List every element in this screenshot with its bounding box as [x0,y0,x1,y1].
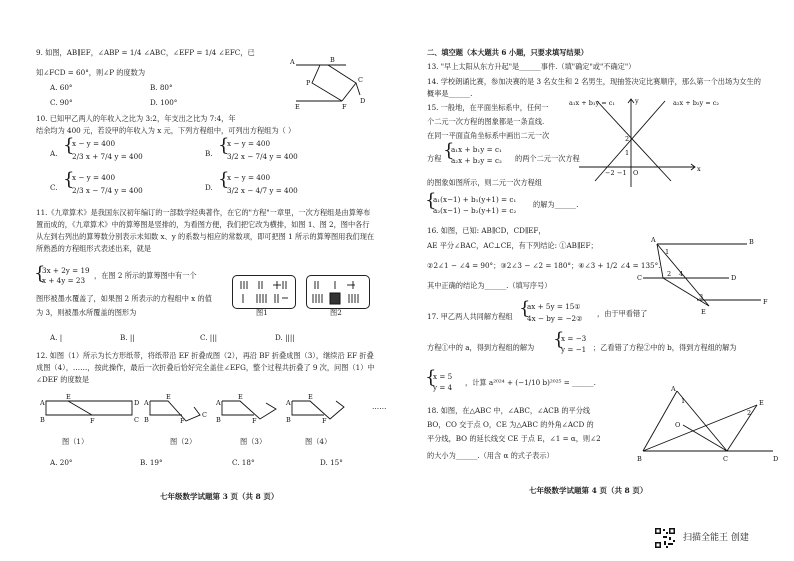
svg-text:B: B [286,416,291,424]
q17-sys-eq1: ax + 5y = 15① [527,302,581,311]
q10-a-eq1: x − y = 400 [72,139,116,148]
svg-text:A: A [144,399,149,407]
q12-caption-2: 图（2） [170,437,197,446]
tick-1: 1 [625,149,630,157]
line-ac [657,244,663,278]
origin-label: O [633,169,639,177]
label-c: C [723,455,728,463]
q10-line1: 10. 已知甲乙两人的年收入之比为 3:2，年支出之比为 7:4，年 [36,114,236,123]
q15-line4-pre: 方程 [427,154,442,163]
svg-text:A: A [286,399,291,407]
q15-sys2-eq1: a₁(x−1) + b₁(y+1) = c₁ [433,195,517,204]
q12-text: 12. 如图（1）所示为长方形纸带，将纸带沿 EF 折叠成图（2），再沿 BF 折叠成图（3），继续沿 EF 折叠成图（4），……，按此操作，最后一次折叠后恰好完全盖住∠EFG，整个过程共折叠了 9 次，问图（1）中∠DEF 的度数是 [36,351,375,384]
label-c: C [637,274,642,282]
q15-line3: 在同一平面直角坐标系中画出二元一次 [427,131,550,140]
svg-text:F: F [252,417,257,425]
brace-icon: { [443,140,455,161]
q12-option-c: C. 18° [232,458,255,467]
graph-label-line1: a₁x + b₁y = c₁ [569,99,615,107]
q16-figure [637,236,777,316]
fig2-caption: 图2 [330,308,342,317]
q15-line2: 个二元一次方程的图象都是一条直线. [427,117,545,126]
line-ce [727,405,757,451]
counting-rod-figure-2 [306,275,370,309]
line-be [643,405,757,451]
q10-letter-a: A. [50,149,58,158]
svg-text:E: E [238,393,243,401]
line-ce [663,278,709,306]
label-e: E [701,308,706,316]
section-heading: 二、填空题（本大题共 6 小题，只要求填写结果） [427,48,588,57]
q9-stem2: 知∠FCD = 60°，则∠P 的度数为 [36,68,146,77]
q15-line5: 的图象如图所示，则二元一次方程组 [427,178,543,187]
label-b: B [637,455,642,463]
y-label: y [635,97,639,105]
line-ab [643,391,677,451]
label-d: D [773,455,779,463]
q16-line1: 16. 如图，已知: AB∥CD，CD∥EF， [427,226,546,235]
q11-option-d: D. |||| [275,333,295,342]
q17-line2: 方程①中的 a，得到方程组的解为 [427,343,535,352]
svg-text:E: E [166,393,171,401]
q18-line1: 18. 如图，在△ABC 中，∠ABC，∠ACB 的平分线 [427,406,591,415]
q11-option-b: B. || [120,333,135,342]
ink-blot [330,293,340,304]
q17-sol2-x: x = 5 [433,372,453,381]
svg-text:C: C [134,416,139,424]
q10-d-eq2: 3/2 x − 4/7 y = 400 [227,186,298,195]
q17-line1: 17. 甲乙两人共同解方程组 [427,312,513,321]
q10-letter-c: C. [50,183,58,192]
counting-rods-2 [307,276,369,308]
q17-sol2-y: y = 4 [433,383,453,392]
strip-3 [222,401,276,419]
qr-code-icon [654,527,676,549]
q10-b-eq1: x − y = 400 [227,139,271,148]
tick-2: 2 [625,135,630,143]
strip-2 [150,401,200,421]
q17-line2-post: ；乙看错了方程②中的 b，得到方程组的解为 [593,343,737,352]
q11-option-c: C. ||| [200,333,218,342]
q10-b-eq2: 3/2 x − 7/4 y = 400 [227,152,298,161]
brace-icon: { [63,135,75,156]
counting-rods-1 [233,276,295,308]
q18-line2: BO，CO 交于点 O，CE 为△ABC 的外角∠ACD 的 [427,420,594,429]
tick-neg2: −2 [605,169,615,177]
x-label: x [697,165,701,173]
q11-after2: 图形被墨水覆盖了，如果图 2 所表示的方程组中 x 的值为 3，则被墨水所覆盖的图形为 [36,294,212,317]
q12-ellipsis: …… [372,402,387,411]
q11-eq1: 3x + 2y = 19 [42,266,90,275]
q9-option-c: C. 90° [50,98,73,107]
q11-after: ，在图 2 所示的算筹图中有一个 [94,271,197,280]
q15-sys1-eq1: a₁x + b₁y = c₁ [451,145,502,154]
q15-line1: 15. 一般地，在平面坐标系中，任何一 [427,103,549,112]
svg-text:B: B [40,416,45,424]
q17-sol1-y: y = −1 [561,345,587,354]
label-2: 2 [747,409,752,417]
q16-line4: 其中正确的结论为______.（填写序号） [427,281,552,290]
scanner-watermark: 扫描全能王 创建 [683,533,749,543]
label-2: 2 [667,270,672,278]
label-c: C [358,76,363,84]
q12-option-a: A. 20° [50,458,73,467]
q9-stem: 9. 如图，AB∥EF，∠ABP = 1/4 ∠ABC，∠EFP = 1/4 ∠EFC，已 [36,48,255,57]
label-f: F [342,103,347,111]
label-d: D [360,97,366,105]
label-1: 1 [665,248,670,256]
label-e: E [759,399,764,407]
svg-text:C: C [202,411,207,419]
brace-icon: { [218,135,230,156]
label-a: A [290,58,295,66]
q12-fold-figures [40,395,370,435]
tick-neg1: −1 [617,169,627,177]
svg-text:F: F [180,417,185,425]
brace-icon: { [519,298,531,319]
line-cd [356,83,360,95]
q10-c-eq1: x − y = 400 [72,173,116,182]
q13-text: 13. "早上太阳从东方升起"是______事件.（填"确定"或"不确定"） [427,62,636,71]
q18-line3: 平分线，BO 的延长线交 CE 于点 E，∠1 = α，则∠2 [427,434,601,443]
q9-option-a: A. 60° [50,83,73,92]
svg-text:D: D [134,399,140,407]
brace-icon: { [218,169,230,190]
svg-text:F: F [90,417,95,425]
q12-caption-4: 图（4） [305,437,332,446]
brace-icon: { [553,329,565,350]
q12-caption-1: 图（1） [62,437,89,446]
line-co [683,425,727,451]
q11-eq2: x + 4y = 23 [42,276,86,285]
q11-text: 11.《九章算术》是我国东汉初年编订的一部数学经典著作，在它的"方程"一章里，一次方程组是由算筹布置而成的，《九章算术》中的算筹图是竖排的，为看图方便，我们把它改为横排，如图 1、图 2，图中各行从左到右列出的算筹数分别表示未知数 x、y 的系数与相应的常数项，即可把图 1 所示的算筹图用我们现在所熟悉的方程组形式表述出来，就是 [36,208,375,253]
polyline-bpf [312,65,342,101]
label-p: P [306,79,311,87]
graph-label-line2: a₂x + b₂y = c₂ [673,99,719,107]
q15-graph [569,95,775,190]
label-b: B [749,238,754,246]
strip-4 [292,401,344,419]
svg-text:A: A [40,399,45,407]
q9-option-b: B. 80° [150,83,173,92]
q10-letter-b: B. [205,149,213,158]
q18-figure [637,385,782,465]
q10-a-eq2: 2/3 x + 7/4 y = 400 [72,152,143,161]
q9-figure [290,55,370,110]
q10-c-eq2: 2/3 x − 7/4 y = 400 [72,186,143,195]
svg-text:B: B [144,416,149,424]
label-a: A [651,236,656,244]
svg-text:B: B [216,416,221,424]
q18-line4: 的大小为______.（用含 α 的式子表示） [427,451,554,460]
svg-text:F: F [322,417,327,425]
svg-text:E: E [308,393,313,401]
q12-option-b: B. 19° [140,458,163,467]
q12-caption-3: 图（3） [240,437,267,446]
q17-line3: ，计算 a²⁰²⁴ + (−1/10 b)²⁰²⁵ = ______. [465,378,596,387]
label-4: 4 [679,270,684,278]
q16-line3: ②2∠1 − ∠4 = 90°；③2∠3 − ∠2 = 180°；④∠3 + 1/2 ∠4 = 135°. [427,261,661,270]
q10-line2: 结余均为 400 元，若设甲的年收入为 x 元，下列方程组中，可列出方程组为（ ） [36,126,296,135]
q10-letter-d: D. [205,183,213,192]
brace-icon: { [34,263,46,284]
svg-text:E: E [66,393,71,401]
q15-sys1-eq2: a₂x + b₂y = c₂ [451,156,502,165]
label-f: F [763,298,768,306]
q11-option-a: A. | [50,333,63,342]
label-e: E [295,103,300,111]
counting-rod-figure-1 [232,275,296,309]
q10-d-eq1: x − y = 400 [227,173,271,182]
q15-line4-post: 的两个二元一次方程 [515,154,580,163]
label-b: B [330,56,335,64]
right-footer: 七年级数学试题第 4 页（共 8 页） [529,486,648,495]
q17-sys-eq2: 4x − by = −2② [527,314,583,323]
q14-text: 14. 学校朗诵比赛，参加决赛的是 3 名女生和 2 名男生，现抽签决定比赛顺序，那么第一个出场为女生的概率是______. [427,77,761,98]
q15-line6: 的解为______. [533,200,579,209]
q15-sys2-eq2: a₂(x−1) − b₂(y+1) = c₂ [433,206,517,215]
left-footer: 七年级数学试题第 3 页（共 8 页） [160,492,279,501]
brace-icon: { [425,367,437,388]
brace-icon: { [63,169,75,190]
svg-text:A: A [216,399,221,407]
fig1-caption: 图1 [256,308,268,317]
q12-option-d: D. 15° [320,458,343,467]
brace-icon: { [425,190,437,211]
label-a: A [671,385,676,393]
right-page [397,0,794,561]
q9-option-d: D. 100° [150,98,178,107]
label-3: 3 [699,293,704,301]
q16-line2: AE 平分∠BAC，AC⊥CE，有下列结论: ①AB∥EF； [427,241,598,250]
q17-sol1-x: x = −3 [561,334,587,343]
label-d: D [731,274,737,282]
label-o: O [675,421,681,429]
q17-line1-post: ，由于甲看错了 [597,309,648,318]
label-1: 1 [681,397,686,405]
